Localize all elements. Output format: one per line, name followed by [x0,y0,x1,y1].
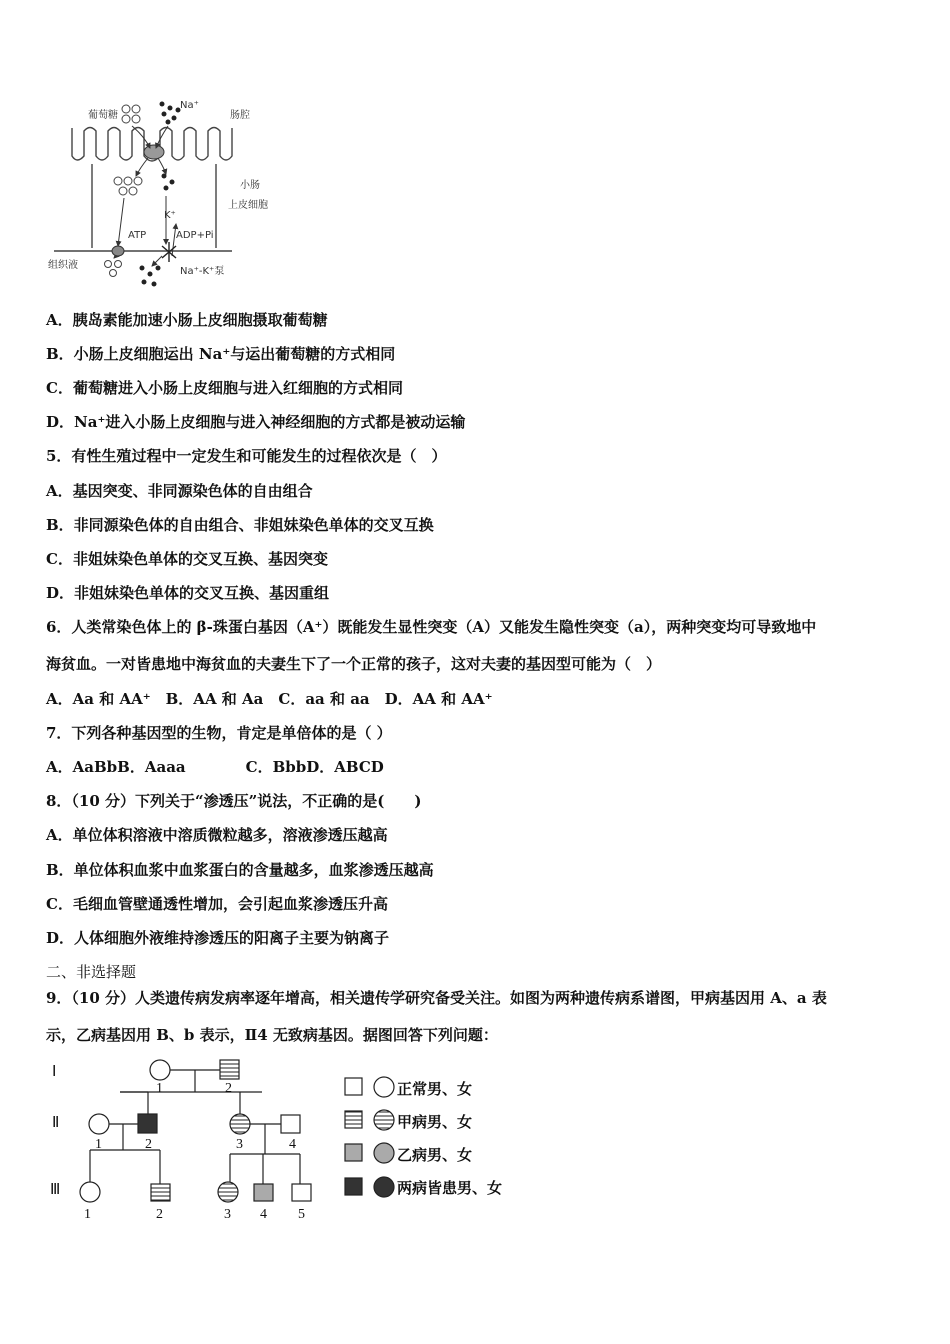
q4-option-d: D．Na⁺进入小肠上皮细胞与进入神经细胞的方式都是被动运输 [46,413,466,431]
pedigree-chart [0,1050,330,1230]
q8-stem: 8．（10 分）下列关于“渗透压”说法，不正确的是( ) [46,792,422,810]
q5-option-d: D．非姐妹染色单体的交叉互换、基因重组 [46,584,330,602]
k-label: K⁺ [164,210,176,221]
pedigree-label-I1: 1 [156,1081,163,1096]
q7-stem: 7．下列各种基因型的生物，肯定是单倍体的是（ ） [46,724,392,742]
section-heading: 二、非选择题 [46,963,137,981]
glucose-label: 葡萄糖 [88,110,118,121]
q8-option-b: B．单位体积血浆中血浆蛋白的含量越多，血浆渗透压越高 [46,861,434,879]
q5-option-b: B．非同源染色体的自由组合、非姐妹染色单体的交叉互换 [46,516,434,534]
generation-2-label: Ⅱ [52,1115,60,1131]
pedigree-II2-both-diseases-male [138,1114,157,1133]
q5-option-c: C．非姐妹染色单体的交叉互换、基因突变 [46,550,328,568]
lumen-label: 肠腔 [230,110,250,121]
pedigree-legend [340,1074,400,1204]
pedigree-label-III1: 1 [84,1207,91,1222]
q9-stem-line1: 9．（10 分）人类遗传病发病率逐年增高，相关遗传学研究备受关注。如图为两种遗传病系谱图，甲病基因用 A、a 表 [46,989,827,1007]
pedigree-label-II1: 1 [95,1137,102,1152]
legend-normal-male-symbol [345,1078,362,1095]
q6-stem-line2: 海贫血。一对皆患地中海贫血的夫妻生下了一个正常的孩子，这对夫妻的基因型可能为（ ） [46,655,662,673]
pedigree-I1-normal-female [150,1060,170,1080]
pedigree-III1-normal-female [80,1182,100,1202]
legend-both-label: 两病皆患男、女 [397,1179,503,1197]
legend-normal-label: 正常男、女 [397,1080,473,1098]
legend-disease-b-female-symbol [374,1143,394,1163]
adp-label: ADP+Pi [176,230,214,241]
pedigree-label-III3: 3 [224,1207,231,1222]
legend-both-male-symbol [345,1178,362,1195]
pedigree-label-II4: 4 [289,1137,296,1152]
q5-stem: 5．有性生殖过程中一定发生和可能发生的过程依次是（ ） [46,447,447,465]
cell-label-1: 小肠 [240,180,260,191]
pedigree-III3-disease-a-female [218,1182,238,1202]
pedigree-II4-normal-male [281,1115,300,1133]
pedigree-III5-normal-male [292,1184,311,1201]
pedigree-label-III4: 4 [260,1207,267,1222]
q5-option-a: A．基因突变、非同源染色体的自由组合 [46,482,313,500]
pedigree-III4-disease-b-male [254,1184,273,1201]
atp-label: ATP [128,230,147,241]
legend-disease-a-female-symbol [374,1110,394,1130]
cell-transport-diagram [44,96,284,296]
q6-stem-line1: 6．人类常染色体上的 β-珠蛋白基因（A⁺）既能发生显性突变（A）又能发生隐性突变（a），两种突变均可导致地中 [46,618,817,636]
legend-normal-female-symbol [374,1077,394,1097]
q6-options: A．Aa 和 AA⁺ B．AA 和 Aa C．aa 和 aa D．AA 和 AA⁺ [46,690,493,708]
legend-both-female-symbol [374,1177,394,1197]
pedigree-III2-disease-a-male [151,1184,170,1201]
pedigree-label-II3: 3 [236,1137,243,1152]
generation-1-label: Ⅰ [52,1064,57,1080]
legend-disease-b-label: 乙病男、女 [397,1146,473,1164]
pump-label: Na⁺-K⁺泵 [180,266,225,277]
q4-option-b: B．小肠上皮细胞运出 Na⁺与运出葡萄糖的方式相同 [46,345,396,363]
na-label: Na⁺ [180,100,199,111]
q9-stem-line2: 示，乙病基因用 B、b 表示，Ⅱ4 无致病基因。据图回答下列问题： [46,1026,498,1044]
cell-label-2: 上皮细胞 [228,200,268,211]
generation-3-label: Ⅲ [50,1182,61,1198]
pedigree-label-I2: 2 [225,1081,232,1096]
pedigree-label-III5: 5 [298,1207,305,1222]
pedigree-label-III2: 2 [156,1207,163,1222]
legend-disease-b-male-symbol [345,1144,362,1161]
tissue-label: 组织液 [48,260,78,271]
q8-option-d: D．人体细胞外液维持渗透压的阳离子主要为钠离子 [46,929,390,947]
pedigree-II1-normal-female [89,1114,109,1134]
q7-options: A．AaBbB．Aaaa C．BbbD．ABCD [46,758,384,776]
q8-option-a: A．单位体积溶液中溶质微粒越多，溶液渗透压越高 [46,826,388,844]
pedigree-I2-disease-a-male [220,1060,239,1079]
q4-option-c: C．葡萄糖进入小肠上皮细胞与进入红细胞的方式相同 [46,379,403,397]
q4-option-a: A．胰岛素能加速小肠上皮细胞摄取葡萄糖 [46,311,328,329]
legend-disease-a-label: 甲病男、女 [397,1113,473,1131]
q8-option-c: C．毛细血管壁通透性增加，会引起血浆渗透压升高 [46,895,388,913]
legend-disease-a-male-symbol [345,1111,362,1128]
pedigree-label-II2: 2 [145,1137,152,1152]
pedigree-II3-disease-a-female [230,1114,250,1134]
